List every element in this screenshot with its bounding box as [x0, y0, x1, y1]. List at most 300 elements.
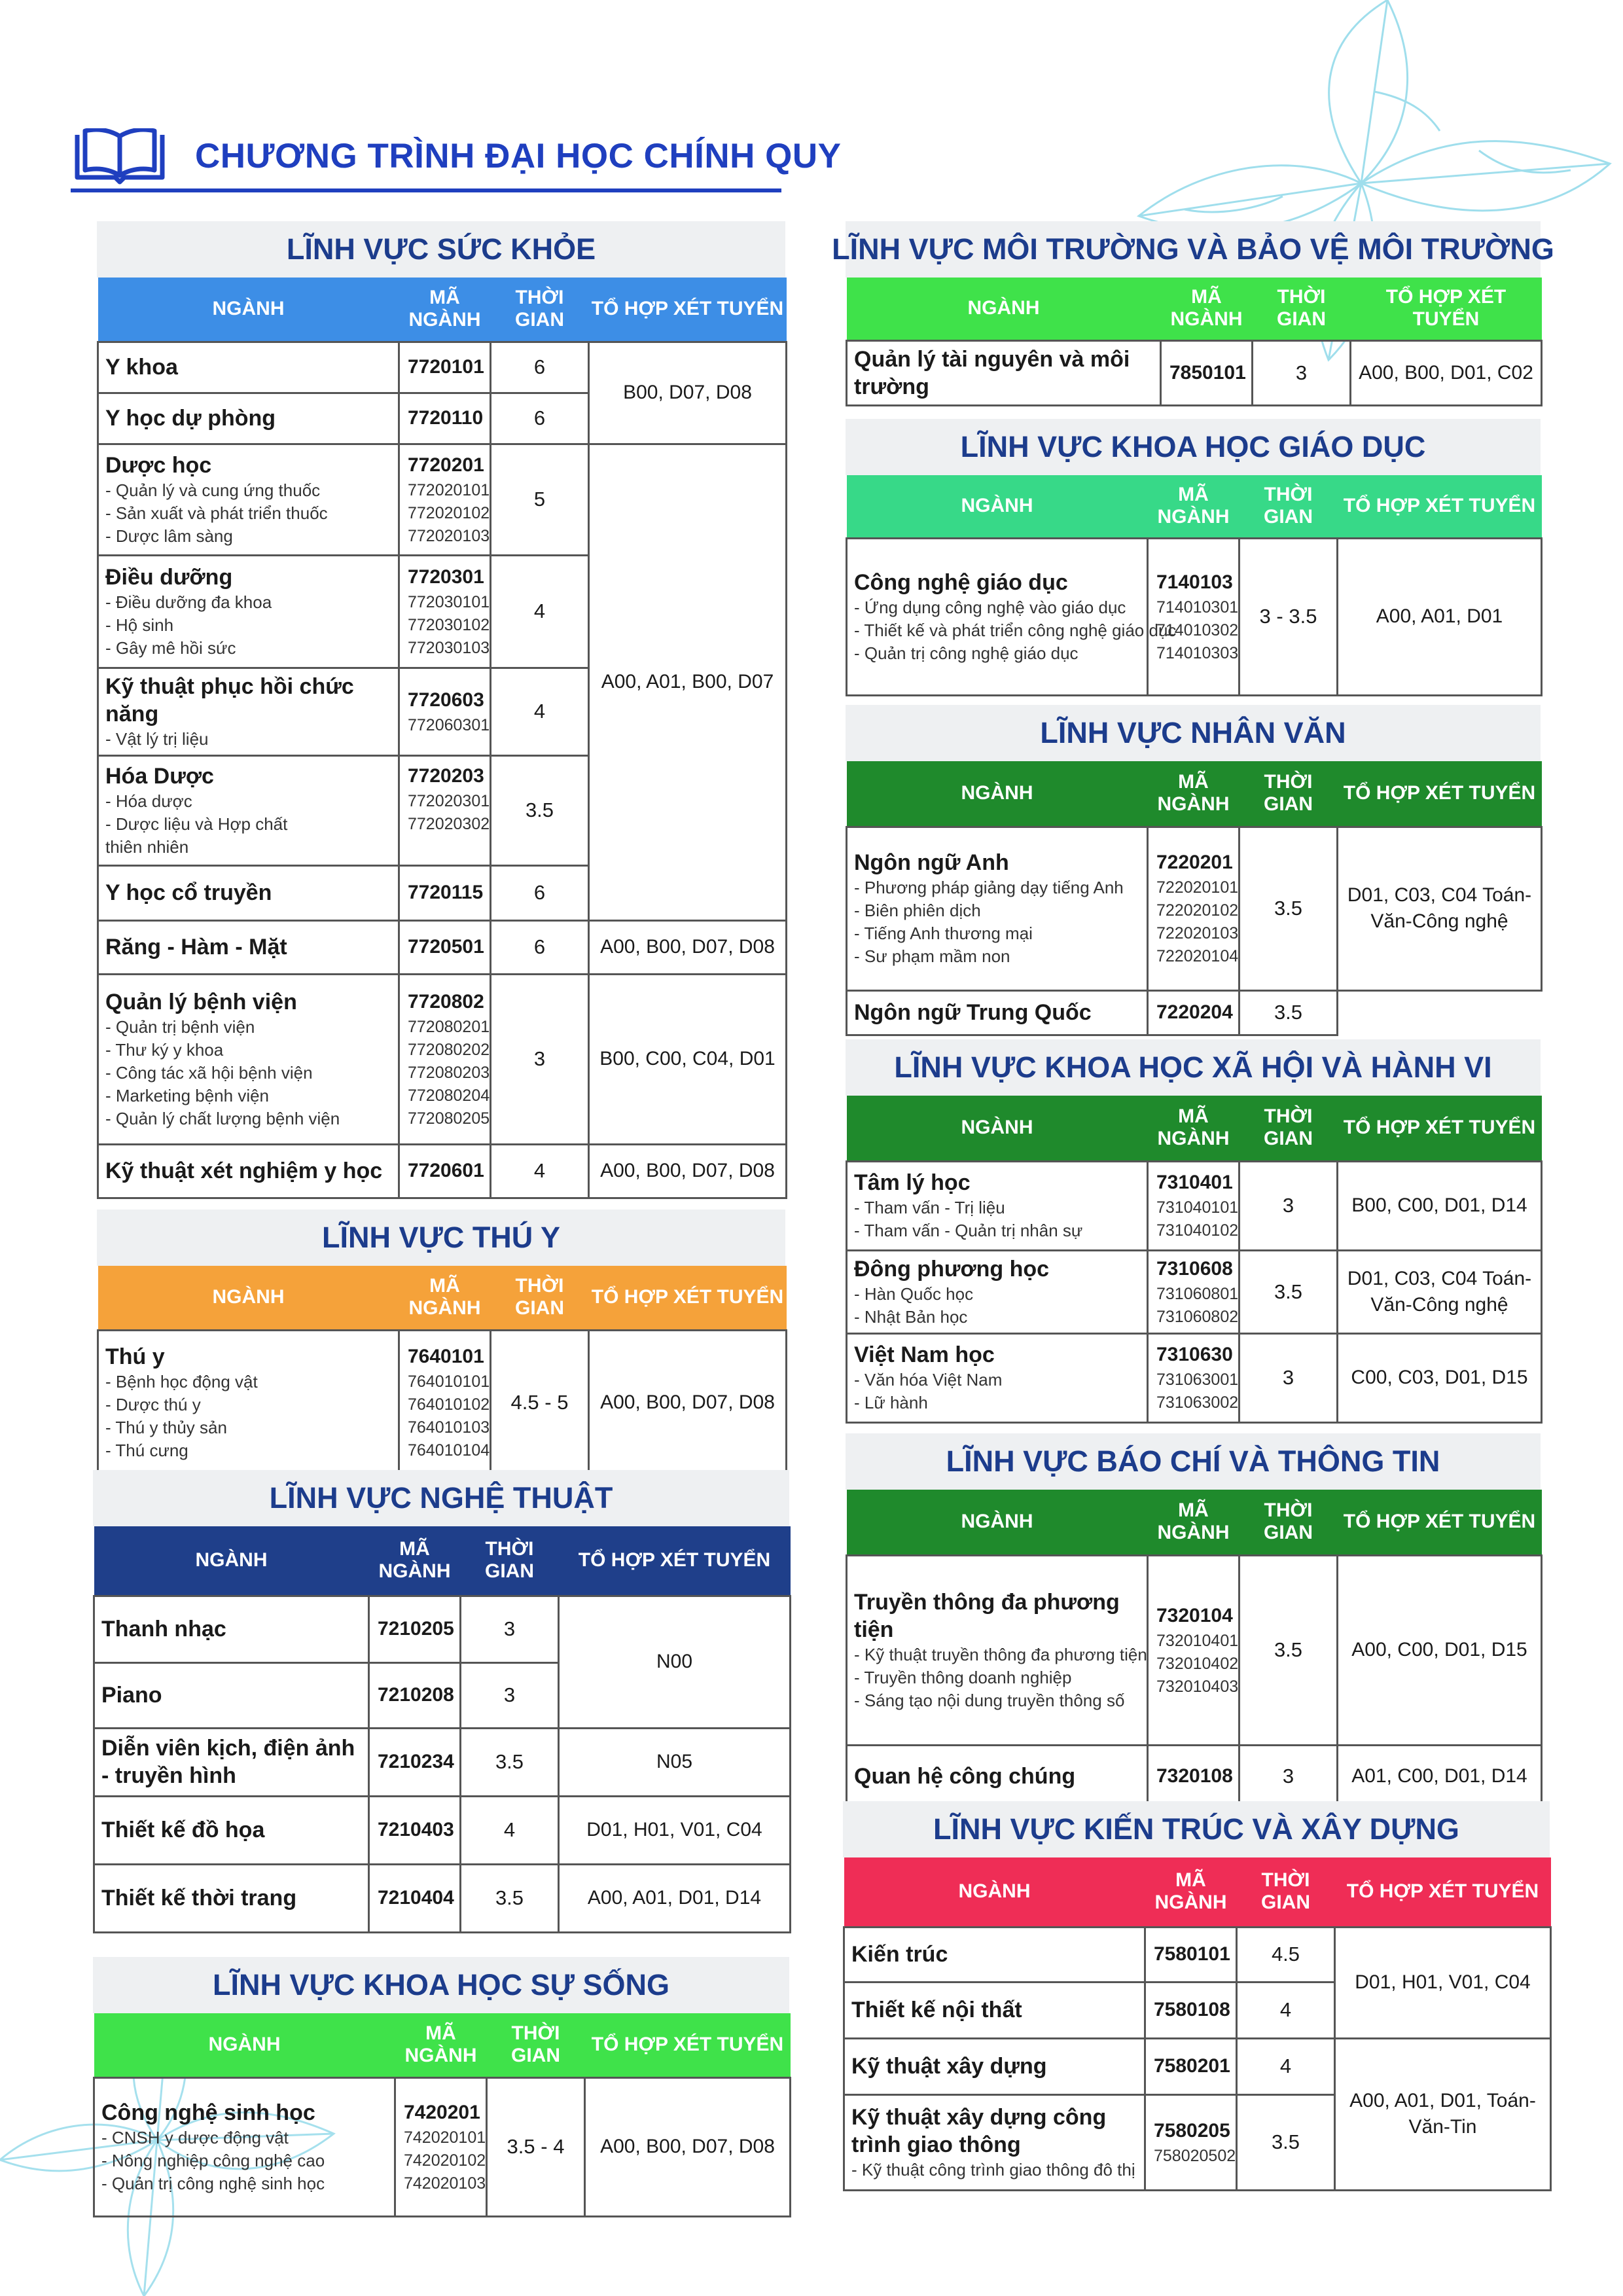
- specialization-code: 772020103: [408, 526, 490, 545]
- major-cell: [844, 1927, 1145, 1982]
- table-row: [94, 1796, 791, 1864]
- major-code: 7720115: [408, 882, 484, 903]
- table-row: [847, 990, 1542, 1035]
- programs-table: [846, 475, 1543, 696]
- col-major-header: NGÀNH: [208, 2034, 281, 2056]
- specialization-code: 722020103: [1156, 924, 1239, 942]
- duration-cell: 4.5 - 5: [491, 1330, 589, 1475]
- programs-table: [97, 1266, 787, 1477]
- table-row: [847, 538, 1542, 695]
- code-cell: [369, 1796, 461, 1864]
- combo-cell: A00, A01, D01, Toán-Văn-Tin: [1335, 2038, 1551, 2190]
- col-code-header: MÃ NGÀNH: [1157, 771, 1230, 816]
- table-row: [98, 342, 787, 393]
- duration-cell: 3.5: [1240, 827, 1338, 990]
- code-cell: [1145, 2038, 1237, 2094]
- major-name: Ngôn ngữ Anh: [854, 850, 1009, 875]
- duration-cell: 3.5: [1240, 1555, 1338, 1745]
- specialization-name: - Kỹ thuật truyền thông đa phương tiện: [854, 1644, 1147, 1664]
- major-cell: [98, 1144, 399, 1198]
- table-row: [847, 340, 1542, 405]
- specialization-code: 772020101: [408, 480, 490, 499]
- table-row: [98, 920, 787, 974]
- specialization-name: - Bệnh học động vật: [105, 1372, 258, 1391]
- col-major-header: NGÀNH: [961, 1511, 1033, 1533]
- major-name: Dược học: [105, 452, 212, 478]
- specialization-name: - Dược lâm sàng: [105, 526, 233, 546]
- duration-cell: 6: [491, 920, 589, 974]
- major-code: 7720603: [408, 689, 484, 711]
- col-code-header: MÃ NGÀNH: [1157, 1105, 1230, 1150]
- major-name: Quản lý tài nguyên và môi trường: [854, 346, 1130, 399]
- major-cell: [844, 1982, 1145, 2038]
- duration-cell: 3.5: [1240, 990, 1338, 1035]
- section-nhan-van: [846, 705, 1541, 1036]
- specialization-name: thiên nhiên: [105, 836, 189, 857]
- specialization-code: 732010402: [1156, 1654, 1239, 1673]
- code-cell: [1145, 1927, 1237, 1982]
- col-major-header: NGÀNH: [961, 495, 1033, 517]
- duration-cell: 4: [491, 555, 589, 668]
- table-row: [94, 1596, 791, 1662]
- major-code: 7210403: [378, 1819, 454, 1840]
- col-combo-header: TỔ HỢP XÉT TUYỂN: [591, 298, 784, 320]
- code-cell: [1145, 1982, 1237, 2038]
- table-row: [94, 1728, 791, 1796]
- specialization-code: 772020102: [408, 503, 490, 522]
- specialization-name: - Gây mê hồi sức: [105, 637, 236, 658]
- major-name: Răng - Hàm - Mặt: [105, 935, 287, 960]
- duration-cell: 4: [1237, 2038, 1335, 2094]
- major-code: 7720203: [408, 764, 484, 787]
- table-row: [847, 1250, 1542, 1333]
- col-combo-header: TỔ HỢP XÉT TUYỂN: [1343, 1511, 1536, 1533]
- col-major-header: NGÀNH: [967, 297, 1040, 319]
- major-cell: [98, 555, 399, 668]
- specialization-code: 742020103: [404, 2174, 486, 2193]
- duration-cell: 4: [1237, 1982, 1335, 2038]
- major-code: 7720301: [408, 565, 484, 588]
- major-cell: [98, 755, 399, 865]
- specialization-code: 742020102: [404, 2151, 486, 2170]
- major-name: Truyền thông đa phương tiện: [854, 1589, 1120, 1642]
- major-code: 7220204: [1156, 1001, 1233, 1023]
- col-combo-header: TỔ HỢP XÉT TUYỂN: [1346, 1880, 1539, 1903]
- col-duration-header: THỜI GIAN: [1264, 771, 1313, 816]
- code-cell: [399, 920, 491, 974]
- code-cell: [1145, 2094, 1237, 2190]
- specialization-name: - Marketing bệnh viện: [105, 1085, 270, 1105]
- table-row: [844, 1927, 1551, 1982]
- duration-cell: 6: [491, 342, 589, 393]
- major-cell: [94, 1662, 369, 1728]
- section-title: LĨNH VỰC THÚ Y: [97, 1210, 785, 1266]
- table-header-row: [844, 1857, 1551, 1927]
- major-code: 7640101: [408, 1346, 484, 1367]
- table-header-row: [98, 278, 787, 342]
- major-code: 7720601: [408, 1160, 484, 1181]
- major-name: Kiến trúc: [851, 1942, 948, 1967]
- specialization-code: 772030103: [408, 638, 490, 657]
- section-title: LĨNH VỰC KHOA HỌC GIÁO DỤC: [846, 419, 1541, 475]
- code-cell: [399, 974, 491, 1144]
- col-combo-header: TỔ HỢP XÉT TUYỂN: [591, 1286, 784, 1308]
- code-cell: [1148, 1250, 1240, 1333]
- major-cell: [98, 974, 399, 1144]
- specialization-name: - Thú cưng: [105, 1441, 188, 1460]
- specialization-code: 758020502: [1154, 2146, 1236, 2165]
- code-cell: [399, 668, 491, 755]
- combo-cell: A00, B00, D01, C02: [1351, 340, 1542, 405]
- major-name: Y khoa: [105, 355, 178, 380]
- specialization-code: 772060301: [408, 715, 490, 734]
- major-name: Hóa Dược: [105, 763, 214, 789]
- duration-cell: 6: [491, 865, 589, 920]
- page-header: [71, 117, 842, 192]
- combo-cell: B00, C00, D01, D14: [1338, 1161, 1542, 1250]
- specialization-code: 772030101: [408, 592, 490, 611]
- page-title: CHƯƠNG TRÌNH ĐẠI HỌC CHÍNH QUY: [195, 137, 842, 175]
- open-book-icon: [71, 128, 169, 187]
- programs-table: [846, 761, 1543, 1036]
- section-bao-chi: [846, 1433, 1541, 1809]
- table-row: [847, 1161, 1542, 1250]
- code-cell: [399, 342, 491, 393]
- code-cell: [1148, 1555, 1240, 1745]
- specialization-code: 714010302: [1156, 620, 1239, 639]
- col-duration-header: THỜI GIAN: [511, 2022, 560, 2067]
- col-combo-header: TỔ HỢP XÉT TUYỂN: [1343, 782, 1536, 804]
- section-xa-hoi: [846, 1039, 1541, 1424]
- specialization-name: - Hộ sinh: [105, 615, 174, 635]
- duration-cell: 4: [491, 1144, 589, 1198]
- combo-cell: A00, A01, D01: [1338, 538, 1542, 695]
- major-code: 7320104: [1156, 1604, 1233, 1626]
- code-cell: [1148, 1745, 1240, 1808]
- code-cell: [369, 1662, 461, 1728]
- major-code: 7720802: [408, 990, 484, 1013]
- specialization-name: - Truyền thông doanh nghiệp: [854, 1667, 1072, 1687]
- major-name: Thiết kế nội thất: [851, 1998, 1022, 2022]
- specialization-code: 731040102: [1156, 1221, 1239, 1240]
- specialization-code: 772020302: [408, 814, 490, 833]
- table-row: [98, 1144, 787, 1198]
- major-name: Công nghệ sinh học: [101, 2100, 315, 2125]
- duration-cell: 3.5 - 4: [487, 2077, 585, 2216]
- code-cell: [399, 444, 491, 555]
- specialization-code: 731060801: [1156, 1284, 1239, 1303]
- col-combo-header: TỔ HỢP XÉT TUYỂN: [591, 2034, 784, 2056]
- col-duration-header: THỜI GIAN: [1264, 484, 1313, 528]
- col-code-header: MÃ NGÀNH: [1154, 1869, 1227, 1914]
- header-underline: [71, 188, 781, 192]
- section-su-song: [93, 1957, 789, 2217]
- major-name: Quan hệ công chúng: [854, 1764, 1076, 1789]
- specialization-code: 714010303: [1156, 643, 1239, 662]
- col-code-header: MÃ NGÀNH: [1170, 286, 1243, 331]
- programs-table: [843, 1857, 1552, 2191]
- table-header-row: [94, 2013, 791, 2077]
- duration-cell: 3: [1240, 1745, 1338, 1808]
- specialization-code: 772020301: [408, 791, 490, 810]
- major-name: Đông phương học: [854, 1256, 1050, 1282]
- specialization-name: - Quản trị bệnh viện: [105, 1016, 255, 1037]
- programs-table: [846, 1490, 1543, 1809]
- major-code: 7580205: [1154, 2119, 1230, 2142]
- col-major-header: NGÀNH: [212, 1286, 285, 1308]
- major-cell: [847, 827, 1148, 990]
- major-cell: [94, 1796, 369, 1864]
- specialization-code: 764010101: [408, 1372, 490, 1391]
- major-code: 7580108: [1154, 1999, 1230, 2020]
- code-cell: [399, 555, 491, 668]
- duration-cell: 3: [1240, 1161, 1338, 1250]
- combo-cell: A01, C00, D01, D14: [1338, 1745, 1542, 1808]
- specialization-name: - Hóa dược: [105, 791, 192, 811]
- specialization-code: 732010401: [1156, 1631, 1239, 1650]
- code-cell: [399, 755, 491, 865]
- col-duration-header: THỜI GIAN: [1264, 1499, 1313, 1544]
- table-row: [847, 827, 1542, 990]
- major-code: 7720110: [408, 407, 484, 429]
- combo-cell: D01, H01, V01, C04: [1335, 1927, 1551, 2038]
- table-row: [847, 1555, 1542, 1745]
- table-row: [98, 974, 787, 1144]
- section-title: LĨNH VỰC SỨC KHỎE: [97, 221, 785, 278]
- code-cell: [399, 865, 491, 920]
- code-cell: [399, 393, 491, 444]
- section-nghe-thuat: [93, 1470, 789, 1933]
- col-code-header: MÃ NGÀNH: [1157, 1499, 1230, 1544]
- duration-cell: 3.5: [491, 755, 589, 865]
- section-title: LĨNH VỰC NHÂN VĂN: [846, 705, 1541, 761]
- code-cell: [1148, 827, 1240, 990]
- major-code: 7140103: [1156, 571, 1233, 593]
- major-cell: [844, 2038, 1145, 2094]
- combo-cell: N05: [559, 1728, 791, 1796]
- specialization-name: - Văn hóa Việt Nam: [854, 1370, 1003, 1390]
- col-duration-header: THỜI GIAN: [515, 287, 564, 331]
- major-code: 7210205: [378, 1618, 454, 1640]
- specialization-code: 772080203: [408, 1063, 490, 1082]
- major-code: 7310401: [1156, 1172, 1233, 1193]
- major-cell: [847, 1745, 1148, 1808]
- specialization-name: - Sáng tạo nội dung truyền thông số: [854, 1690, 1125, 1710]
- specialization-code: 772080205: [408, 1109, 490, 1128]
- col-duration-header: THỜI GIAN: [485, 1538, 534, 1583]
- combo-cell: A00, A01, B00, D07: [589, 444, 787, 920]
- major-code: 7310630: [1156, 1344, 1233, 1365]
- table-row: [94, 2077, 791, 2216]
- combo-cell: A00, B00, D07, D08: [589, 1330, 787, 1475]
- major-code: 7720101: [408, 356, 484, 378]
- major-code: 7580201: [1154, 2055, 1230, 2077]
- table-header-row: [847, 475, 1542, 538]
- specialization-name: - Nhật Bản học: [854, 1306, 968, 1327]
- table-header-row: [847, 761, 1542, 827]
- programs-table: [93, 2013, 791, 2217]
- combo-cell: D01, H01, V01, C04: [559, 1796, 791, 1864]
- specialization-name: - Sản xuất và phát triển thuốc: [105, 503, 328, 523]
- programs-table: [846, 1096, 1543, 1424]
- duration-cell: 3.5: [461, 1864, 559, 1932]
- section-kien-truc: [843, 1801, 1550, 2191]
- code-cell: [1161, 340, 1253, 405]
- programs-table: [97, 278, 787, 1199]
- table-header-row: [98, 1266, 787, 1330]
- specialization-code: 732010403: [1156, 1677, 1239, 1696]
- code-cell: [1148, 1333, 1240, 1422]
- specialization-code: 714010301: [1156, 598, 1239, 617]
- major-name: Thú y: [105, 1344, 165, 1369]
- major-code: 7310608: [1156, 1257, 1233, 1280]
- combo-cell: A00, B00, D07, D08: [585, 2077, 791, 2216]
- major-name: Kỹ thuật phục hồi chức năng: [105, 673, 354, 726]
- major-cell: [847, 1250, 1148, 1333]
- major-name: Thiết kế đồ họa: [101, 1818, 265, 1842]
- specialization-name: - Thú y thủy sản: [105, 1418, 227, 1437]
- table-row: [847, 1333, 1542, 1422]
- specialization-code: 772080204: [408, 1086, 490, 1105]
- major-name: Kỹ thuật xét nghiệm y học: [105, 1158, 383, 1183]
- code-cell: [399, 1330, 491, 1475]
- specialization-code: 731060802: [1156, 1307, 1239, 1326]
- major-code: 7850101: [1169, 361, 1246, 384]
- code-cell: [1148, 990, 1240, 1035]
- section-thu-y: [97, 1210, 785, 1477]
- major-name: Y học dự phòng: [105, 406, 276, 431]
- specialization-code: 731063001: [1156, 1371, 1239, 1389]
- combo-cell: A00, A01, D01, D14: [559, 1864, 791, 1932]
- specialization-name: - Vật lý trị liệu: [105, 728, 209, 749]
- table-row: [98, 1330, 787, 1475]
- major-cell: [98, 865, 399, 920]
- major-cell: [844, 2094, 1145, 2190]
- col-duration-header: THỜI GIAN: [1261, 1869, 1310, 1914]
- section-title: LĨNH VỰC BÁO CHÍ VÀ THÔNG TIN: [846, 1433, 1541, 1490]
- specialization-code: 722020101: [1156, 878, 1239, 897]
- major-cell: [98, 393, 399, 444]
- section-title: LĨNH VỰC KHOA HỌC XÃ HỘI VÀ HÀNH VI: [846, 1039, 1541, 1096]
- duration-cell: 3: [491, 974, 589, 1144]
- specialization-code: 764010102: [408, 1395, 490, 1414]
- duration-cell: 3.5: [1237, 2094, 1335, 2190]
- table-row: [94, 1864, 791, 1932]
- major-code: 7320108: [1156, 1765, 1233, 1787]
- col-duration-header: THỜI GIAN: [1277, 286, 1326, 331]
- code-cell: [369, 1596, 461, 1662]
- combo-cell: B00, D07, D08: [589, 342, 787, 444]
- col-major-header: NGÀNH: [961, 1117, 1033, 1139]
- combo-cell: D01, C03, C04 Toán-Văn-Công nghệ: [1338, 1250, 1542, 1333]
- table-row: [844, 2038, 1551, 2094]
- major-code: 7580101: [1154, 1943, 1230, 1965]
- duration-cell: 3.5: [1240, 1250, 1338, 1333]
- duration-cell: 3: [1253, 340, 1351, 405]
- combo-cell: A00, C00, D01, D15: [1338, 1555, 1542, 1745]
- major-name: Y học cổ truyền: [105, 880, 272, 905]
- specialization-code: 731040101: [1156, 1198, 1239, 1217]
- specialization-code: 722020104: [1156, 947, 1239, 965]
- major-code: 7220201: [1156, 852, 1233, 873]
- major-code: 7210234: [378, 1751, 454, 1772]
- col-code-header: MÃ NGÀNH: [408, 1275, 481, 1319]
- major-name: Điều dưỡng: [105, 564, 233, 590]
- specialization-name: - Công tác xã hội bệnh viện: [105, 1062, 313, 1083]
- major-cell: [847, 1555, 1148, 1745]
- col-combo-header: TỔ HỢP XÉT TUYỂN: [578, 1549, 771, 1571]
- col-code-header: MÃ NGÀNH: [1157, 484, 1230, 528]
- col-combo-header: TỔ HỢP XÉT TUYỂN: [1385, 286, 1507, 331]
- major-cell: [847, 538, 1177, 695]
- col-major-header: NGÀNH: [212, 298, 285, 320]
- specialization-code: 772030102: [408, 615, 490, 634]
- specialization-code: 772080202: [408, 1040, 490, 1059]
- combo-cell: N00: [559, 1596, 791, 1728]
- major-cell: [847, 340, 1161, 405]
- specialization-name: - Điều dưỡng đa khoa: [105, 592, 272, 612]
- specialization-name: - Thư ký y khoa: [105, 1039, 224, 1060]
- major-code: 7720201: [408, 454, 484, 476]
- col-combo-header: TỔ HỢP XÉT TUYỂN: [1343, 495, 1536, 517]
- specialization-name: - Ứng dụng công nghệ vào giáo dục: [854, 597, 1126, 617]
- code-cell: [399, 1144, 491, 1198]
- section-title: LĨNH VỰC KHOA HỌC SỰ SỐNG: [93, 1957, 789, 2013]
- specialization-name: - Quản lý chất lượng bệnh viện: [105, 1108, 340, 1128]
- code-cell: [1148, 1161, 1240, 1250]
- duration-cell: 3: [461, 1662, 559, 1728]
- major-cell: [98, 1330, 399, 1475]
- specialization-name: - Quản trị công nghệ sinh học: [101, 2173, 325, 2193]
- section-suc-khoe: [97, 221, 785, 1199]
- code-cell: [395, 2077, 487, 2216]
- section-moi-truong: [832, 221, 1554, 406]
- major-cell: [98, 342, 399, 393]
- major-name: Thanh nhạc: [101, 1617, 226, 1641]
- specialization-name: - Biên phiên dịch: [854, 901, 981, 920]
- combo-cell: D01, C03, C04 Toán-Văn-Công nghệ: [1338, 827, 1542, 990]
- specialization-name: - Tham vấn - Quản trị nhân sự: [854, 1221, 1083, 1240]
- col-duration-header: THỜI GIAN: [515, 1275, 564, 1319]
- specialization-name: - Phương pháp giảng dạy tiếng Anh: [854, 878, 1124, 897]
- specialization-code: 764010103: [408, 1418, 490, 1437]
- specialization-name: - Hàn Quốc học: [854, 1283, 974, 1304]
- specialization-code: 722020102: [1156, 901, 1239, 920]
- combo-cell: A00, B00, D07, D08: [589, 920, 787, 974]
- specialization-name: - Quản lý và cung ứng thuốc: [105, 480, 321, 500]
- col-combo-header: TỔ HỢP XÉT TUYỂN: [1343, 1117, 1536, 1139]
- section-giao-duc: [846, 419, 1541, 696]
- specialization-name: - Lữ hành: [854, 1393, 928, 1412]
- specialization-code: 764010104: [408, 1441, 490, 1460]
- section-title: LĨNH VỰC MÔI TRƯỜNG VÀ BẢO VỆ MÔI TRƯỜNG: [846, 221, 1541, 278]
- major-cell: [98, 668, 399, 755]
- major-cell: [94, 1728, 369, 1796]
- major-name: Piano: [101, 1683, 162, 1708]
- specialization-code: 731063002: [1156, 1393, 1239, 1412]
- specialization-name: - CNSH y dược động vật: [101, 2127, 289, 2147]
- specialization-name: - Thiết kế và phát triển công nghệ giáo dục: [854, 620, 1177, 640]
- major-code: 7210208: [378, 1684, 454, 1706]
- specialization-name: - Kỹ thuật công trình giao thông đô thị: [851, 2159, 1135, 2179]
- specialization-code: [408, 836, 483, 859]
- major-name: Quản lý bệnh viện: [105, 989, 297, 1014]
- major-name: Diễn viên kịch, điện ảnh - truyền hình: [101, 1736, 355, 1788]
- table-header-row: [847, 278, 1542, 340]
- table-row: [98, 444, 787, 555]
- major-code: 7720501: [408, 936, 484, 958]
- major-cell: [94, 2077, 395, 2216]
